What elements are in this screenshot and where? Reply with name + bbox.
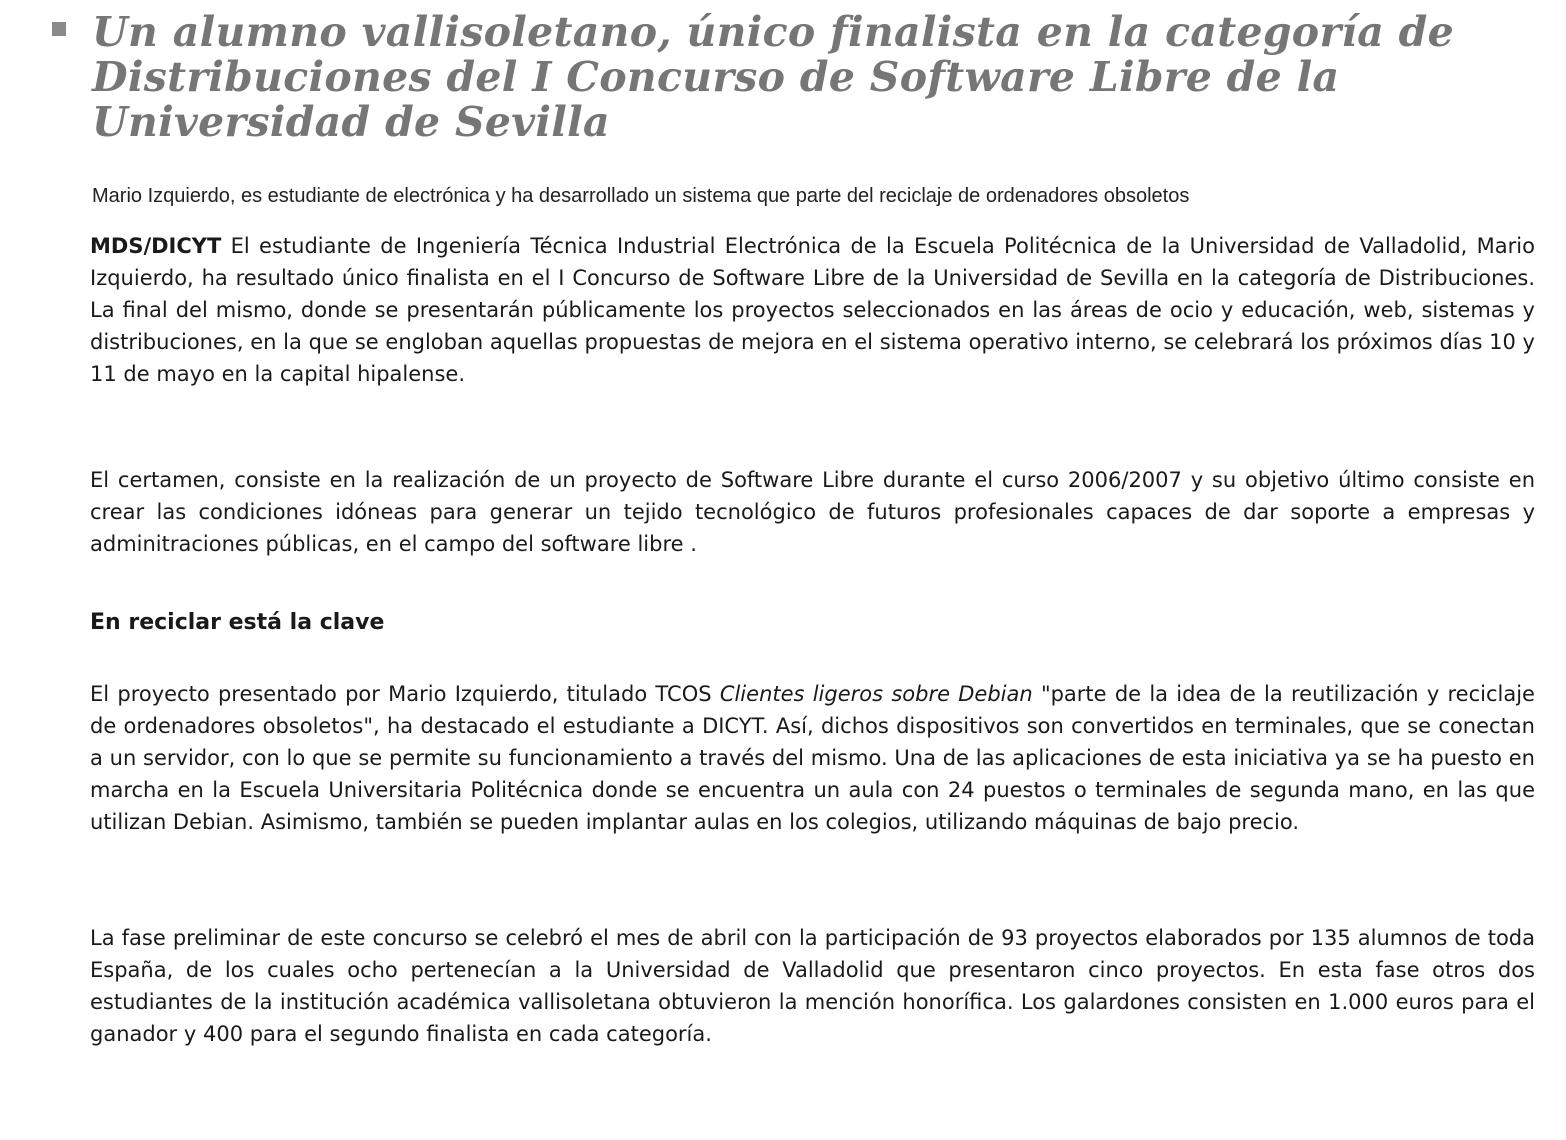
paragraph-certamen: El certamen, consiste en la realización de un proyecto de Software Libre durante el curso 2006/2007 y su objetivo último consiste en crear las condiciones idóneas para generar un tejido tecnológico de futuros profesionales capaces de dar soporte a empresas y adminitraciones públicas, en el campo del software libre .	[90, 468, 1535, 556]
paragraph-preliminary: La fase preliminar de este concurso se celebró el mes de abril con la participación de 93 proyectos elaborados por 135 alumnos de toda España, de los cuales ocho pertenecían a la Universidad de Valladolid que presentaron cinco proyectos. En esta fase otros dos estudiantes de la institución académica vallisoletana obtuvieron la mención honorífica. Los galardones consisten en 1.000 euros para el ganador y 400 para el segundo finalista en cada categoría.	[90, 926, 1535, 1046]
article-headline: Un alumno vallisoletano, único finalista en la categoría de Distribuciones del I Concurso de Software Libre de la Universidad de Sevilla	[92, 8, 1455, 146]
paragraph-project	[90, 678, 1535, 838]
article-subtitle: Mario Izquierdo, es estudiante de electrónica y ha desarrollado un sistema que parte del reciclaje de ordenadores obsoletos	[92, 185, 1190, 207]
paragraph-project-text-end: "parte de la idea de la reutilización y reciclaje de ordenadores obsoletos", ha destacado el estudiante a DICYT. Así, dichos dispositivos son convertidos en terminales, que se conectan a un servidor, con lo que se permite su funcionamiento a través del mismo. Una de las aplicaciones de esta iniciativa ya se ha puesto en marcha en la Escuela Universitaria Politécnica donde se encuentra un aula con 24 puestos o terminales de segunda mano, en las que utilizan Debian. Asimismo, también se pueden implantar aulas en los colegios, utilizando máquinas de bajo precio.	[90, 682, 1535, 834]
section-heading: En reciclar está la clave	[90, 610, 385, 635]
paragraph-intro	[90, 230, 1535, 390]
source-label: MDS/DICYT	[90, 234, 222, 258]
paragraph-intro-text: El estudiante de Ingeniería Técnica Industrial Electrónica de la Escuela Politécnica de la Universidad de Valladolid, Mario Izquierdo, ha resultado único finalista en el I Concurso de Software Libre de la Universidad de Sevilla en la categoría de Distribuciones. La final del mismo, donde se presentarán públicamente los proyectos seleccionados en las áreas de ocio y educación, web, sistemas y distribuciones, en la que se engloban aquellas propuestas de mejora en el sistema operativo interno, se celebrará los próximos días 10 y 11 de mayo en la capital hipalense.	[90, 234, 1535, 386]
project-title-italic: Clientes ligeros sobre Debian	[719, 682, 1033, 706]
square-bullet-icon	[52, 22, 66, 36]
paragraph-project-text-start: El proyecto presentado por Mario Izquierdo, titulado TCOS	[90, 682, 720, 706]
